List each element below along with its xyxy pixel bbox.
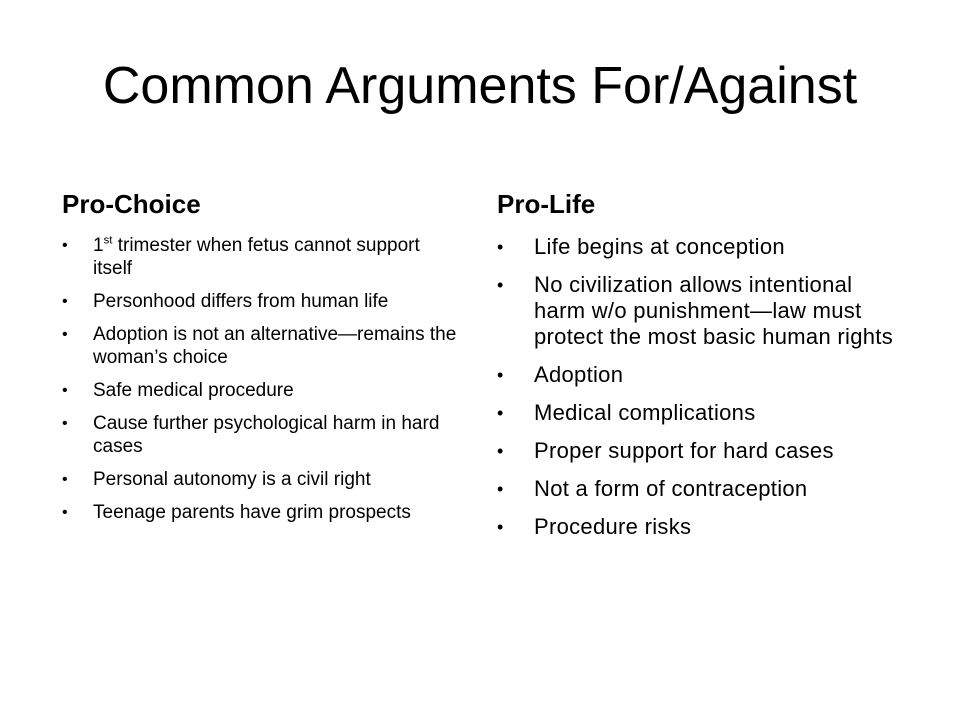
bullet-icon: • <box>497 403 504 423</box>
list-item-text: Personhood differs from human life <box>93 291 389 312</box>
pro-choice-heading: Pro-Choice <box>62 189 201 219</box>
bullet-icon: • <box>62 415 68 432</box>
pro-life-heading: Pro-Life <box>497 189 596 219</box>
list-item-text: Proper support for hard cases <box>534 438 834 463</box>
list-item-text: Life begins at conception <box>534 234 785 259</box>
bullet-icon: • <box>497 237 504 257</box>
list-item <box>62 234 462 280</box>
ordinal-suffix: st <box>103 234 113 247</box>
bullet-icon: • <box>497 275 504 295</box>
bullet-icon: • <box>497 517 504 537</box>
list-item-text: Not a form of contraception <box>534 476 808 501</box>
bullet-icon: • <box>497 479 504 499</box>
bullet-icon: • <box>62 293 68 310</box>
bullet-icon: • <box>62 504 68 521</box>
list-item <box>497 362 897 388</box>
bullet-icon: • <box>62 237 68 254</box>
list-item-rest: trimester when fetus cannot support itself <box>93 235 420 279</box>
list-item <box>62 501 462 524</box>
list-item <box>497 272 897 350</box>
list-item-text: Adoption is not an alternative—remains the woman’s choice <box>93 324 457 368</box>
ordinal-number: 1 <box>93 235 104 256</box>
list-item-text <box>93 234 462 280</box>
bullet-icon: • <box>497 441 504 461</box>
list-item <box>62 323 462 369</box>
list-item <box>62 412 462 458</box>
list-item <box>62 379 462 402</box>
bullet-icon: • <box>62 471 68 488</box>
list-item <box>497 514 897 540</box>
bullet-icon: • <box>62 382 68 399</box>
list-item-text: Procedure risks <box>534 514 692 539</box>
list-item <box>62 468 462 491</box>
list-item-text: Safe medical procedure <box>93 380 294 401</box>
pro-choice-list <box>62 234 462 534</box>
list-item-text: Teenage parents have grim prospects <box>93 502 411 523</box>
list-item-text: Adoption <box>534 362 624 387</box>
list-item-text: Cause further psychological harm in hard cases <box>93 413 440 457</box>
list-item <box>497 438 897 464</box>
list-item <box>62 290 462 313</box>
list-item <box>497 400 897 426</box>
slide-title: Common Arguments For/Against <box>102 57 858 115</box>
bullet-icon: • <box>497 365 504 385</box>
list-item-text: Personal autonomy is a civil right <box>93 469 371 490</box>
list-item <box>497 234 897 260</box>
pro-life-list <box>497 234 897 552</box>
list-item <box>497 476 897 502</box>
bullet-icon: • <box>62 326 68 343</box>
list-item-text: No civilization allows intentional harm w/o punishment—law must protect the most basic human rights <box>534 272 893 349</box>
list-item-text: Medical complications <box>534 400 756 425</box>
